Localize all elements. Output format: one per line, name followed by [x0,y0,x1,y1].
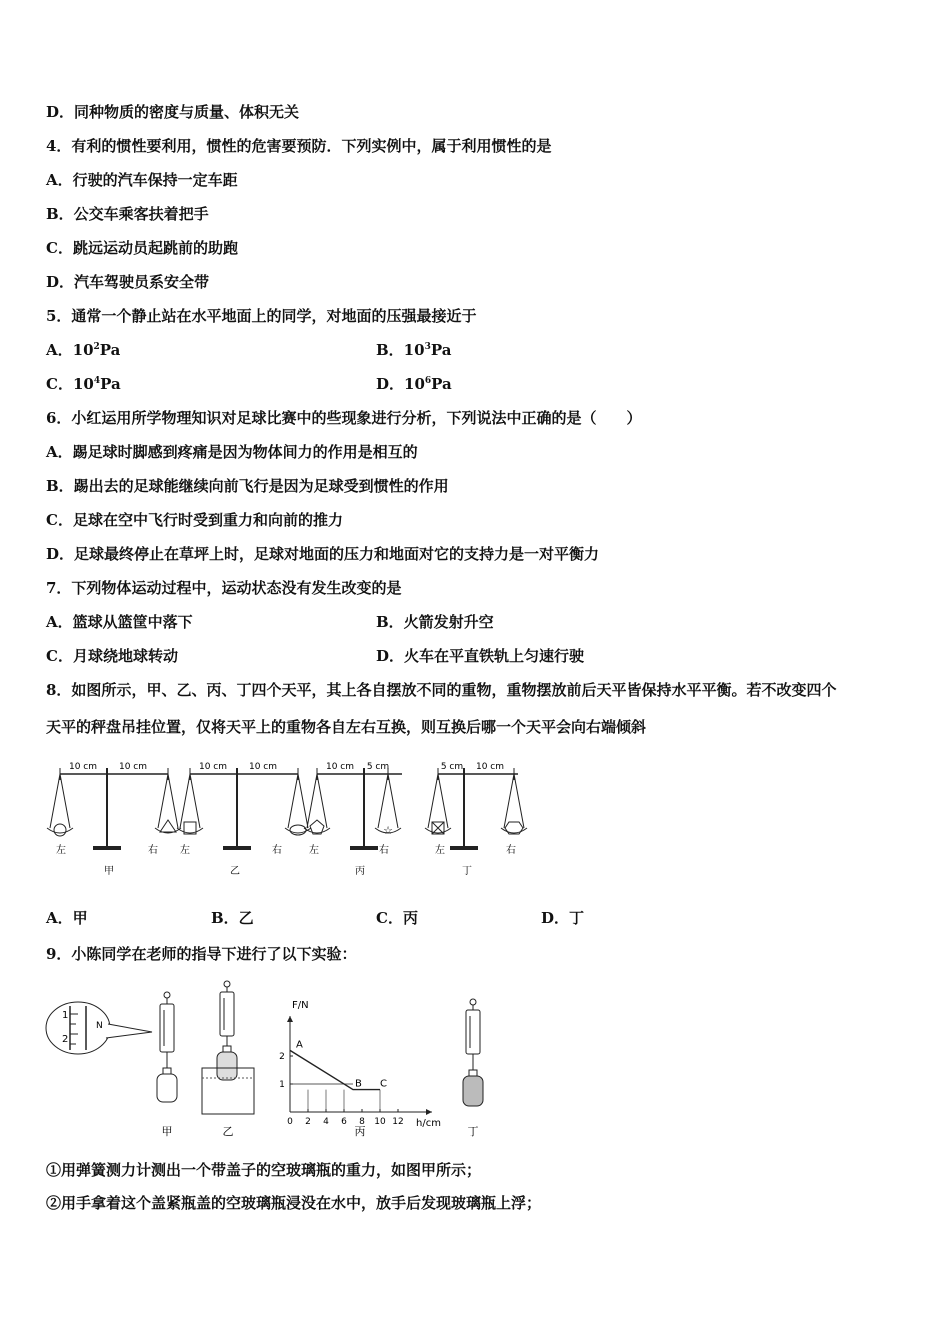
balance-ding-left: 左 [435,845,445,856]
q4-option-d: D．汽车驾驶员系安全带 [46,273,210,291]
q7-option-a: A．篮球从篮筐中落下 [46,613,193,631]
q5-option-a: A．$10^2Pa$ [46,341,121,359]
panel-jia [46,992,177,1138]
balance-bing-left: 左 [309,845,319,856]
balance-ding-name: 丁 [462,866,472,877]
step-1: ①用弹簧测力计测出一个带盖子的空玻璃瓶的重力，如图甲所示； [46,1161,482,1179]
balance-figure [40,756,530,886]
y-tick-label: 1 [279,1080,285,1090]
graph-marks [279,1039,404,1127]
q7-option-d: D．火车在平直铁轨上匀速行驶 [376,647,585,665]
balance-bing-right-arm: 5 cm [366,762,390,772]
q7-option-b: B．火箭发射升空 [376,613,494,631]
balance-jia-left-arm: 10 cm [68,762,98,772]
graph-ylabel: F/N [292,1000,309,1011]
balance-bing [304,762,402,877]
balance-jia-name: 甲 [104,866,114,877]
q8-stem-line1: 8．如图所示，甲、乙、丙、丁四个天平，其上各自摆放不同的重物，重物摆放前后天平皆保持水平平衡。若不改变四个 [46,681,837,699]
y-tick-label: 2 [279,1052,285,1062]
panel-ding [463,999,483,1138]
x-tick-label: 2 [305,1117,311,1127]
point-label-c: C [380,1078,387,1090]
star-weight-icon: ☆ [383,824,393,837]
panel-bing-graph [279,1000,441,1138]
q9-stem: 9．小陈同学在老师的指导下进行了以下实验： [46,945,357,963]
scale-unit: N [96,1021,103,1031]
q6-option-a: A．踢足球时脚感到疼痛是因为物体间力的作用是相互的 [46,443,418,461]
q5-option-b: B．$10^3Pa$ [376,341,452,359]
q4-option-a: A．行驶的汽车保持一定车距 [46,171,238,189]
balance-ding-right: 右 [506,845,516,856]
balance-bing-left-arm: 10 cm [325,762,355,772]
balance-ding-right-arm: 10 cm [475,762,505,772]
q3-option-d: D．同种物质的密度与质量、体积无关 [46,103,300,121]
balance-ding-left-arm: 5 cm [440,762,464,772]
q4-option-b: B．公交车乘客扶着把手 [46,205,209,223]
balance-jia-left: 左 [56,845,66,856]
balance-yi [177,762,311,877]
experiment-figure [40,978,500,1143]
q6-option-d: D．足球最终停止在草坪上时，足球对地面的压力和地面对它的支持力是一对平衡力 [46,545,600,563]
q8-option-d: D．丁 [541,909,585,927]
q4-stem: 4．有利的惯性要利用，惯性的危害要预防．下列实例中，属于利用惯性的是 [46,137,552,155]
panel-yi [202,981,254,1138]
q5-stem: 5．通常一个静止站在水平地面上的同学，对地面的压强最接近于 [46,307,477,325]
panel-bing-label: 丙 [354,1125,366,1138]
balance-bing-right: 右 [379,845,389,856]
q8-option-b: B．乙 [211,909,254,927]
balance-yi-right: 右 [272,845,282,856]
q6-stem: 6．小红运用所学物理知识对足球比赛中的些现象进行分析，下列说法中正确的是（ ） [46,409,642,427]
scale-mark-2: 2 [62,1034,69,1045]
balance-ding [425,762,527,877]
balance-jia [47,762,181,877]
q7-stem: 7．下列物体运动过程中，运动状态没有发生改变的是 [46,579,402,597]
balance-yi-right-arm: 10 cm [248,762,278,772]
balance-jia-right: 右 [148,845,158,856]
q7-option-c: C．月球绕地球转动 [46,647,178,665]
q5-option-c: C．$10^4Pa$ [46,375,121,393]
q6-option-c: C．足球在空中飞行时受到重力和向前的推力 [46,511,343,529]
q4-option-c: C．跳远运动员起跳前的助跑 [46,239,238,257]
x-tick-label: 8 [359,1117,365,1127]
q8-option-a: A．甲 [46,909,88,927]
q5-option-d: D．$10^6Pa$ [376,375,452,393]
x-tick-label: 4 [323,1117,329,1127]
q8-option-c: C．丙 [376,909,418,927]
balance-yi-left: 左 [180,845,190,856]
point-label-a: A [296,1039,303,1051]
x-tick-label: 10 [374,1117,386,1127]
balance-bing-name: 丙 [355,866,365,877]
step-2: ②用手拿着这个盖紧瓶盖的空玻璃瓶浸没在水中，放手后发现玻璃瓶上浮； [46,1194,542,1212]
x-tick-label: 6 [341,1117,347,1127]
balance-yi-left-arm: 10 cm [198,762,228,772]
panel-jia-label: 甲 [161,1125,173,1138]
scale-mark-1: 1 [62,1010,69,1021]
q8-stem-line2: 天平的秤盘吊挂位置，仅将天平上的重物各自左右互换，则互换后哪一个天平会向右端倾斜 [46,718,647,736]
x-tick-label: 12 [392,1117,404,1127]
point-label-b: B [355,1078,362,1090]
balance-jia-right-arm: 10 cm [118,762,148,772]
panel-ding-label: 丁 [467,1125,479,1138]
x-tick-label: 0 [287,1117,293,1127]
balance-yi-name: 乙 [230,866,240,877]
panel-yi-label: 乙 [222,1125,234,1138]
graph-xlabel: h/cm [416,1118,441,1129]
q6-option-b: B．踢出去的足球能继续向前飞行是因为足球受到惯性的作用 [46,477,449,495]
